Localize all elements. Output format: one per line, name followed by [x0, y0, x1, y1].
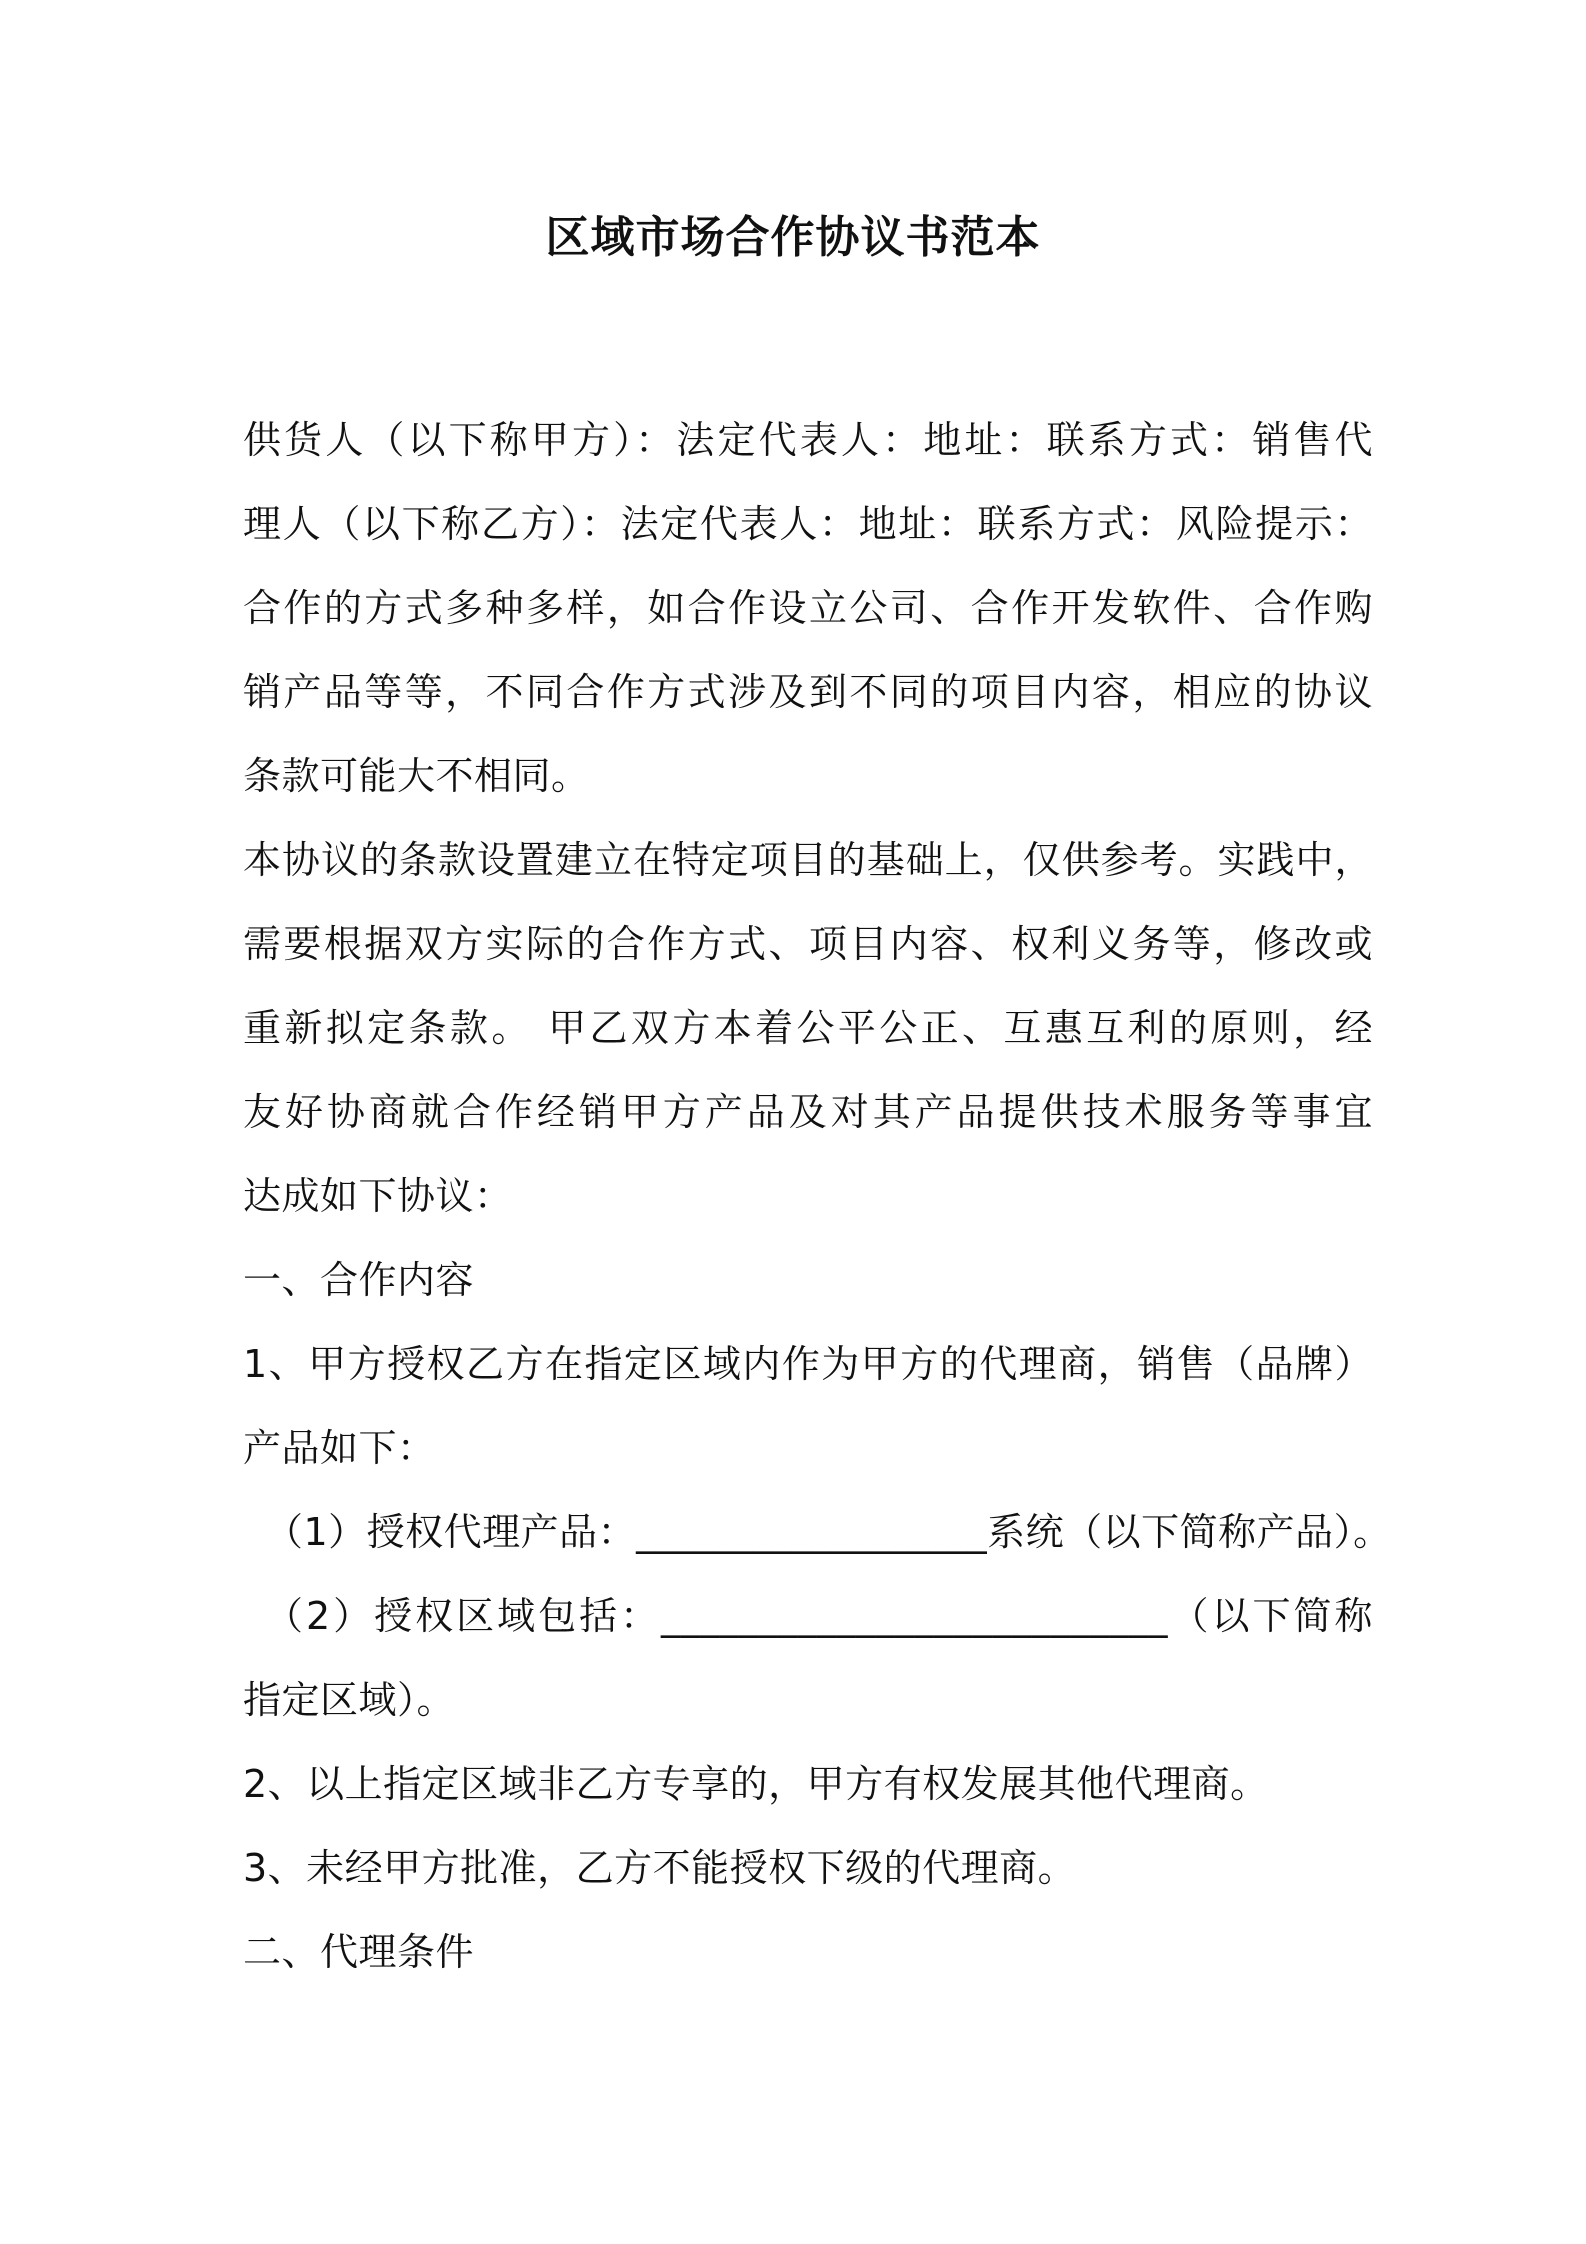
body-line: 友好协商就合作经销甲方产品及对其产品提供技术服务等事宜 — [243, 1090, 1373, 1134]
body-line: （1）授权代理产品：__________________系统（以下简称产品）。 — [265, 1510, 1392, 1554]
body-line: 需要根据双方实际的合作方式、项目内容、权利义务等，修改或 — [243, 922, 1373, 966]
body-line: 二、代理条件 — [243, 1930, 475, 1974]
body-line: 1、甲方授权乙方在指定区域内作为甲方的代理商，销售（品牌） — [243, 1342, 1373, 1386]
body-line: 达成如下协议： — [243, 1174, 513, 1218]
body-line: 合作的方式多种多样，如合作设立公司、合作开发软件、合作购 — [243, 586, 1373, 630]
body-line: 一、合作内容 — [243, 1258, 475, 1302]
document-title: 区域市场合作协议书范本 — [545, 212, 1041, 263]
body-line: 产品如下： — [243, 1426, 436, 1470]
body-line: 重新拟定条款。 甲乙双方本着公平公正、互惠互利的原则，经 — [243, 1006, 1373, 1050]
body-line: 供货人（以下称甲方）：法定代表人：地址：联系方式：销售代 — [243, 418, 1373, 462]
document-body — [243, 398, 1392, 1994]
body-line: 本协议的条款设置建立在特定项目的基础上，仅供参考。实践中， — [243, 838, 1373, 882]
body-line: 理人（以下称乙方）：法定代表人：地址：联系方式：风险提示： — [243, 502, 1373, 546]
body-line: 指定区域）。 — [243, 1678, 456, 1722]
body-line: 条款可能大不相同。 — [243, 754, 590, 798]
body-line: 销产品等等，不同合作方式涉及到不同的项目内容，相应的协议 — [243, 670, 1373, 714]
body-line: （2）授权区域包括：__________________________（以下简称 — [265, 1594, 1373, 1638]
body-line: 2、以上指定区域非乙方专享的，甲方有权发展其他代理商。 — [243, 1762, 1269, 1806]
body-line: 3、未经甲方批准，乙方不能授权下级的代理商。 — [243, 1846, 1077, 1890]
